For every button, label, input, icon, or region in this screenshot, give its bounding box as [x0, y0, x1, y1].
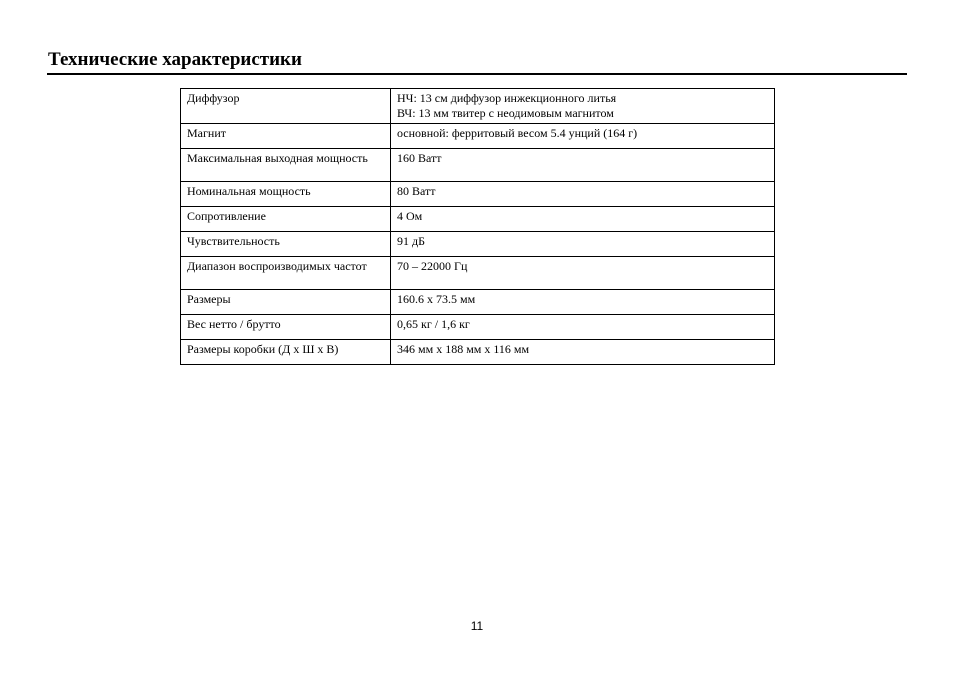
spec-value: НЧ: 13 см диффузор инжекционного литья ВЧ: 13 мм твитер с неодимовым магнитом [391, 89, 775, 124]
spec-value: 0,65 кг / 1,6 кг [391, 315, 775, 340]
spec-label: Магнит [181, 124, 391, 149]
spec-value: 70 – 22000 Гц [391, 257, 775, 290]
spec-value: 91 дБ [391, 232, 775, 257]
table-row [181, 89, 775, 124]
table-row [181, 232, 775, 257]
spec-label: Сопротивление [181, 207, 391, 232]
spec-label: Вес нетто / брутто [181, 315, 391, 340]
table-row [181, 182, 775, 207]
spec-value: 346 мм x 188 мм x 116 мм [391, 340, 775, 365]
table-row [181, 315, 775, 340]
spec-label: Размеры [181, 290, 391, 315]
table-row [181, 124, 775, 149]
page-title: Технические характеристики [48, 49, 302, 70]
spec-label: Максимальная выходная мощность [181, 149, 391, 182]
table-row [181, 149, 775, 182]
table-row [181, 207, 775, 232]
specifications-table [180, 88, 775, 365]
spec-value: основной: ферритовый весом 5.4 унций (164 г) [391, 124, 775, 149]
spec-label: Диффузор [181, 89, 391, 124]
spec-label: Размеры коробки (Д x Ш x В) [181, 340, 391, 365]
table-row [181, 340, 775, 365]
spec-label: Диапазон воспроизводимых частот [181, 257, 391, 290]
spec-value: 80 Ватт [391, 182, 775, 207]
spec-value: 160.6 x 73.5 мм [391, 290, 775, 315]
table-row [181, 290, 775, 315]
spec-label: Номинальная мощность [181, 182, 391, 207]
table-row [181, 257, 775, 290]
title-underline [47, 73, 907, 75]
spec-label: Чувствительность [181, 232, 391, 257]
spec-value: 4 Ом [391, 207, 775, 232]
page-number: 11 [470, 619, 484, 633]
spec-value: 160 Ватт [391, 149, 775, 182]
